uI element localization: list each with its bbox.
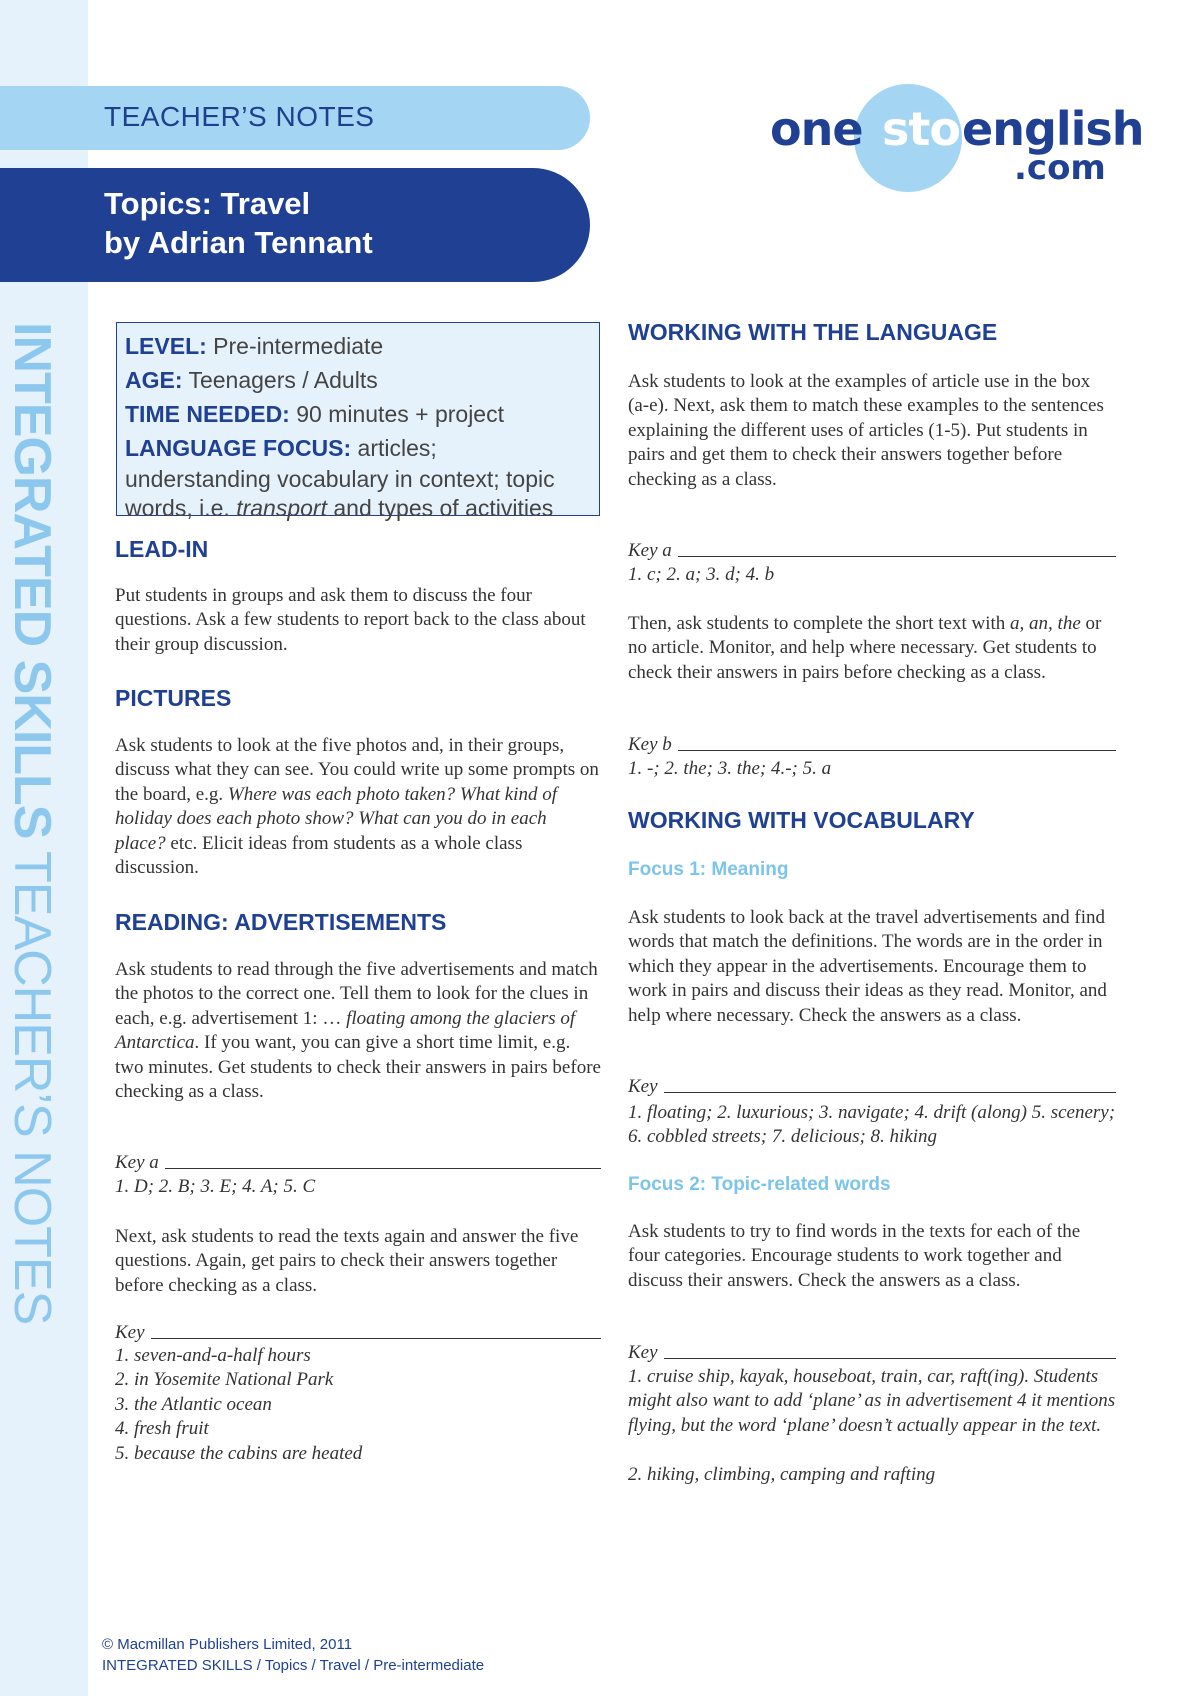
key-answer-item: 3. the Atlantic ocean <box>115 1393 272 1415</box>
footer-copyright: © Macmillan Publishers Limited, 2011 <box>102 1636 353 1653</box>
reading-key-answers <box>115 1344 601 1466</box>
pictures-heading: PICTURES <box>115 685 232 711</box>
reading-section <box>115 909 601 936</box>
key-rule <box>664 1092 1116 1093</box>
wwl-key-b-answers: 1. -; 2. the; 3. the; 4.-; 5. a <box>628 758 832 779</box>
onestopenglish-logo <box>770 84 1144 194</box>
key-rule <box>664 1358 1116 1359</box>
key-answer-item: 2. in Yosemite National Park <box>115 1369 334 1391</box>
wwv-heading: WORKING WITH VOCABULARY <box>628 807 975 833</box>
focus2-heading: Focus 2: Topic-related words <box>628 1174 891 1195</box>
logo-word-one: one <box>770 102 863 156</box>
reading-heading: READING: ADVERTISEMENTS <box>115 909 447 935</box>
leadin-text: Put students in groups and ask them to discuss the four questions. Ask a few students to report back to the class about their group discussion. <box>115 585 586 655</box>
key-rule <box>151 1338 601 1339</box>
lesson-info-box <box>116 322 600 521</box>
wwl-section <box>628 319 1116 346</box>
logo-word-stop: stop <box>882 102 992 156</box>
key-rule <box>678 750 1116 751</box>
key-answer-item: 5. because the cabins are heated <box>115 1442 363 1464</box>
wwl-text: Ask students to look at the examples of article use in the box (a-e). Next, ask them to match these examples to the sentences explaining the different uses of articles (1-5). Put students in pairs and get them to check their answers together before checking as a class. <box>628 371 1104 490</box>
focus2-key-answers-2: 2. hiking, climbing, camping and rafting <box>628 1464 936 1485</box>
band-label: TEACHER’S NOTES <box>104 101 375 132</box>
leadin-section <box>115 536 601 563</box>
key-answer-item: 1. seven-and-a-half hours <box>115 1345 311 1366</box>
pictures-section <box>115 685 601 712</box>
reading-text: Ask students to read through the five advertisements and match the photos to the correct one. Tell them to look for the clues in each, e.g. advertisement 1: … floating among the glaciers of Antarctica. If you want, you can give a short time limit, e.g. two minutes. Get students to check their answers in pairs before checking as a class. <box>115 959 601 1103</box>
page-author: by Adrian Tennant <box>104 225 373 260</box>
wwl-key-b: Key b <box>628 734 1116 756</box>
focus1-key-answers: 1. floating; 2. luxurious; 3. navigate; 4. drift (along) 5. scenery; 6. cobbled streets; 7. delicious; 8. hiking <box>628 1102 1116 1148</box>
wwl-key-a-answers: 1. c; 2. a; 3. d; 4. b <box>628 564 775 585</box>
info-time: TIME NEEDED: 90 minutes + project <box>125 401 504 427</box>
key-answer-item: 4. fresh fruit <box>115 1418 209 1440</box>
focus1-key: Key <box>628 1076 1116 1098</box>
info-focus-cont2: words, i.e. transport and types of activities <box>125 495 554 521</box>
info-level: LEVEL: Pre-intermediate <box>125 333 384 359</box>
then-text: Then, ask students to complete the short text with a, an, the or no article. Monitor, and help where necessary. Get students to check their answers in pairs before checking as a class. <box>628 613 1102 683</box>
teachers-notes-band <box>0 86 590 150</box>
wwl-heading: WORKING WITH THE LANGUAGE <box>628 319 998 345</box>
next-text: Next, ask students to read the texts again and answer the five questions. Again, get pairs to check their answers together before checking as a class. <box>115 1226 579 1296</box>
focus1-section <box>628 859 1116 881</box>
reading-key-a-answers: 1. D; 2. B; 3. E; 4. A; 5. C <box>115 1176 316 1197</box>
wwv-section <box>628 807 1116 834</box>
reading-key-a: Key a <box>115 1152 601 1174</box>
reading-key: Key <box>115 1322 601 1344</box>
logo-word-english: english <box>962 102 1144 156</box>
footer-breadcrumb: INTEGRATED SKILLS / Topics / Travel / Pre-intermediate <box>102 1657 485 1674</box>
page-title: Topics: Travel <box>104 186 311 221</box>
logo-word-com: .com <box>1014 148 1106 188</box>
key-rule <box>678 556 1116 557</box>
key-rule <box>165 1168 601 1169</box>
sidebar-vertical-title: INTEGRATED SKILLS TEACHER’S NOTES <box>3 322 61 1325</box>
wwl-key-a: Key a <box>628 540 1116 562</box>
info-focus: LANGUAGE FOCUS: articles; <box>125 435 437 461</box>
leadin-heading: LEAD-IN <box>115 536 209 562</box>
pictures-text: Ask students to look at the five photos and, in their groups, discuss what they can see. You could write up some prompts on the board, e.g. Where was each photo taken? What kind of holiday does each photo show? What can you do in each place? etc. Elicit ideas from students as a whole class discussion. <box>115 735 599 879</box>
focus1-text: Ask students to look back at the travel advertisements and find words that match the definitions. The words are in the order in which they appear in the advertisements. Encourage them to work in pairs and discuss their ideas as they read. Monitor, and help where necessary. Check the answers as a class. <box>628 907 1107 1026</box>
focus2-text: Ask students to try to find words in the texts for each of the four categories. Encourage students to work together and discuss their answers. Check the answers as a class. <box>628 1221 1081 1291</box>
focus1-heading: Focus 1: Meaning <box>628 859 789 880</box>
focus2-section <box>628 1174 1116 1196</box>
focus2-key: Key <box>628 1342 1116 1364</box>
title-band <box>0 168 590 282</box>
info-age: AGE: Teenagers / Adults <box>125 367 378 393</box>
focus2-key-answers: 1. cruise ship, kayak, houseboat, train, car, raft(ing). Students might also want to add ‘plane’ as in advertisement 4 it mentions flying, but the word ‘plane’ doesn’t actually appear in the text. <box>628 1366 1116 1436</box>
info-focus-cont: understanding vocabulary in context; topic <box>125 466 555 492</box>
